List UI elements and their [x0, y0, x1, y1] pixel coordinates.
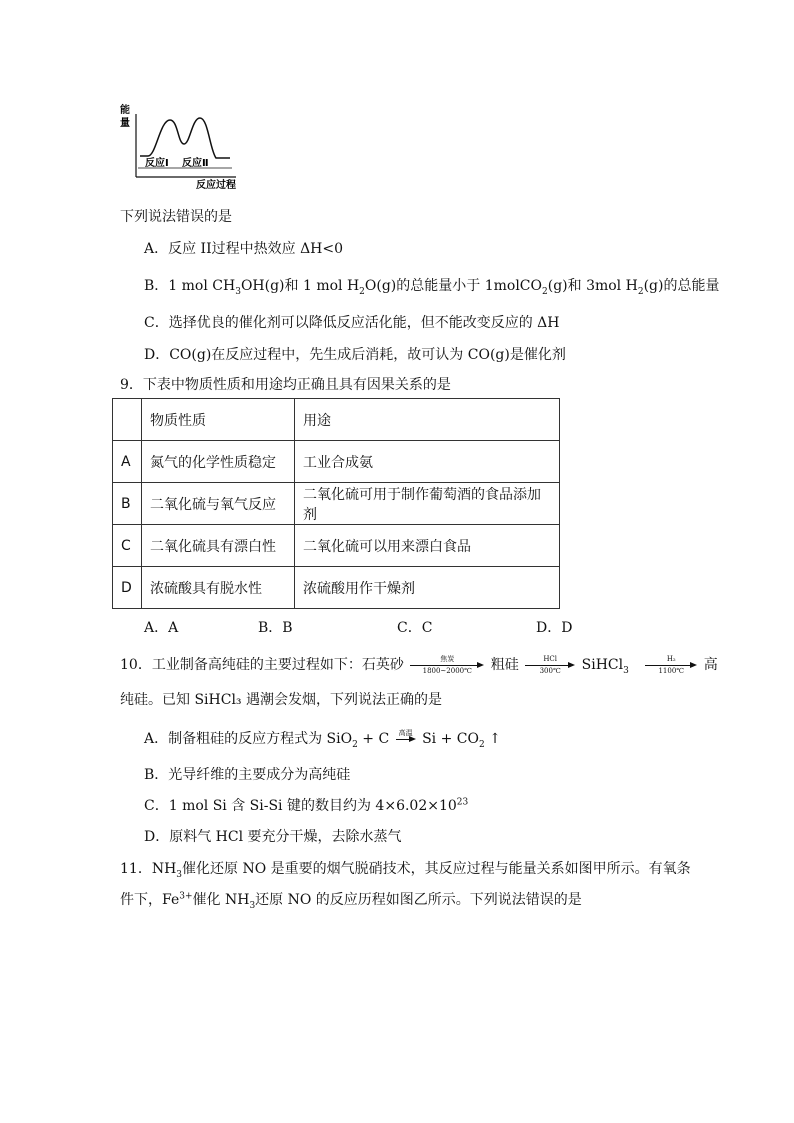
arrow-1-condition-bottom: 1800~2000℃	[422, 666, 472, 675]
q8-b-sub2: 2	[359, 286, 365, 297]
arrow-2-condition-top: HCl	[543, 654, 558, 663]
table-cell: 二氧化硫可以用来漂白食品	[295, 525, 560, 567]
q8-b-sub3: 2	[542, 286, 548, 297]
table-cell: 二氧化硫具有漂白性	[142, 525, 295, 567]
arrow-3-condition-top: H₂	[666, 654, 676, 663]
y-axis-label-1: 能	[120, 105, 130, 116]
q10-stem-part2: 粗硅	[490, 657, 519, 673]
table-row	[113, 441, 560, 483]
q10-stem-part1: 10．工业制备高纯硅的主要过程如下：石英砂	[120, 657, 404, 673]
reaction-arrow-3	[645, 654, 697, 675]
q8-b-sub4: 2	[637, 286, 644, 297]
q8-b-part4: (g)和 3mol H	[547, 278, 638, 294]
q8-b-part1: B．1 mol CH	[144, 278, 236, 294]
q9-choice-b: B．B	[258, 620, 293, 636]
q9-choice-a: A．A	[144, 620, 179, 636]
q10-stem-sub: 3	[623, 665, 629, 676]
q10-a-sub1: 2	[352, 739, 358, 750]
table-header-cell	[113, 399, 142, 441]
q8-b-part5: (g)的总能量	[643, 278, 720, 294]
reaction-arrow-a	[396, 728, 416, 740]
table-cell: 浓硫酸用作干燥剂	[295, 567, 560, 609]
q11-l2-part3: 还原 NO 的反应历程如图乙所示。下列说法错误的是	[255, 892, 582, 908]
reaction-arrow-1	[410, 654, 484, 675]
energy-curve	[140, 118, 230, 158]
arrow-3-condition-bottom: 1100℃	[658, 666, 685, 675]
q11-l2-sup: 3+	[179, 891, 193, 902]
q9-table	[112, 398, 560, 609]
q10-a-part3: Si + CO	[422, 731, 479, 747]
q11-line1	[120, 858, 691, 880]
q10-c-sup: 23	[456, 797, 469, 808]
q10-a-part1: A．制备粗硅的反应方程式为 SiO	[144, 731, 353, 747]
q8-option-b	[144, 275, 719, 297]
reaction-arrow-2	[525, 654, 575, 675]
table-cell: D	[113, 567, 142, 609]
q9-stem: 9．下表中物质性质和用途均正确且具有因果关系的是	[120, 377, 451, 393]
q8-b-part2: OH(g)和 1 mol H	[240, 278, 360, 294]
table-header-cell: 物质性质	[142, 399, 295, 441]
table-row	[113, 483, 560, 525]
table-header-cell: 用途	[295, 399, 560, 441]
q8-b-part3: O(g)的总能量小于 1molCO	[364, 278, 542, 294]
arrow-2-condition-bottom: 300℃	[539, 666, 561, 675]
q10-a-part4: ↑	[484, 731, 501, 747]
q10-stem-part4: 高	[703, 657, 718, 673]
q11-l1-sub: 3	[176, 869, 183, 880]
q9-choice-c: C．C	[397, 620, 433, 636]
q11-l1-part1: 11．NH	[120, 861, 177, 877]
q10-option-d: D．原料气 HCl 要充分干燥，去除水蒸气	[144, 829, 402, 845]
q8-b-sub1: 3	[235, 286, 241, 297]
arrow-a-condition: 高温	[398, 728, 413, 737]
table-row	[113, 525, 560, 567]
q11-line2	[120, 889, 582, 911]
reaction-1-label: 反应Ⅰ	[145, 158, 169, 169]
q11-l2-sub: 3	[249, 900, 256, 911]
q10-a-sub2: 2	[478, 739, 485, 750]
q9-choice-d: D．D	[536, 620, 573, 636]
table-header-row	[113, 399, 560, 441]
q8-prompt: 下列说法错误的是	[120, 209, 232, 225]
table-cell: 二氧化硫与氧气反应	[142, 483, 295, 525]
q8-option-c: C．选择优良的催化剂可以降低反应活化能，但不能改变反应的 ΔH	[144, 315, 560, 331]
q8-option-a: A．反应 II过程中热效应 ΔH<0	[144, 241, 344, 257]
table-cell: C	[113, 525, 142, 567]
q10-c-part1: C．1 mol Si 含 Si-Si 键的数目约为 4×6.02×10	[144, 798, 457, 814]
q10-option-c	[144, 795, 468, 815]
q10-option-b: B．光导纤维的主要成分为高纯硅	[144, 767, 351, 783]
q11-l1-part2: 催化还原 NO 是重要的烟气脱硝技术，其反应过程与能量关系如图甲所示。有氧条	[182, 861, 691, 877]
table-cell: 氮气的化学性质稳定	[142, 441, 295, 483]
table-cell: B	[113, 483, 142, 525]
reaction-2-label: 反应Ⅱ	[182, 158, 209, 169]
q10-a-part2: + C	[357, 731, 390, 747]
q10-option-a	[144, 728, 501, 750]
q11-l2-part1: 件下，Fe	[120, 892, 180, 908]
q10-stem-part3: SiHCl	[581, 657, 624, 673]
q10-stem-line2: 纯硅。已知 SiHCl₃ 遇潮会发烟，下列说法正确的是	[120, 692, 442, 708]
table-cell: A	[113, 441, 142, 483]
y-axis-label-2: 量	[120, 118, 130, 129]
arrow-1-condition-top: 焦炭	[440, 654, 455, 663]
energy-diagram	[112, 100, 252, 195]
q11-l2-part2: 催化 NH	[192, 892, 250, 908]
table-cell: 工业合成氨	[295, 441, 560, 483]
q8-option-d: D．CO(g)在反应过程中，先生成后消耗，故可认为 CO(g)是催化剂	[144, 347, 566, 363]
q10-stem-line1	[120, 654, 718, 676]
table-cell: 二氧化硫可用于制作葡萄酒的食品添加剂	[295, 483, 560, 525]
x-axis-label: 反应过程	[196, 180, 236, 191]
table-cell: 浓硫酸具有脱水性	[142, 567, 295, 609]
table-row	[113, 567, 560, 609]
